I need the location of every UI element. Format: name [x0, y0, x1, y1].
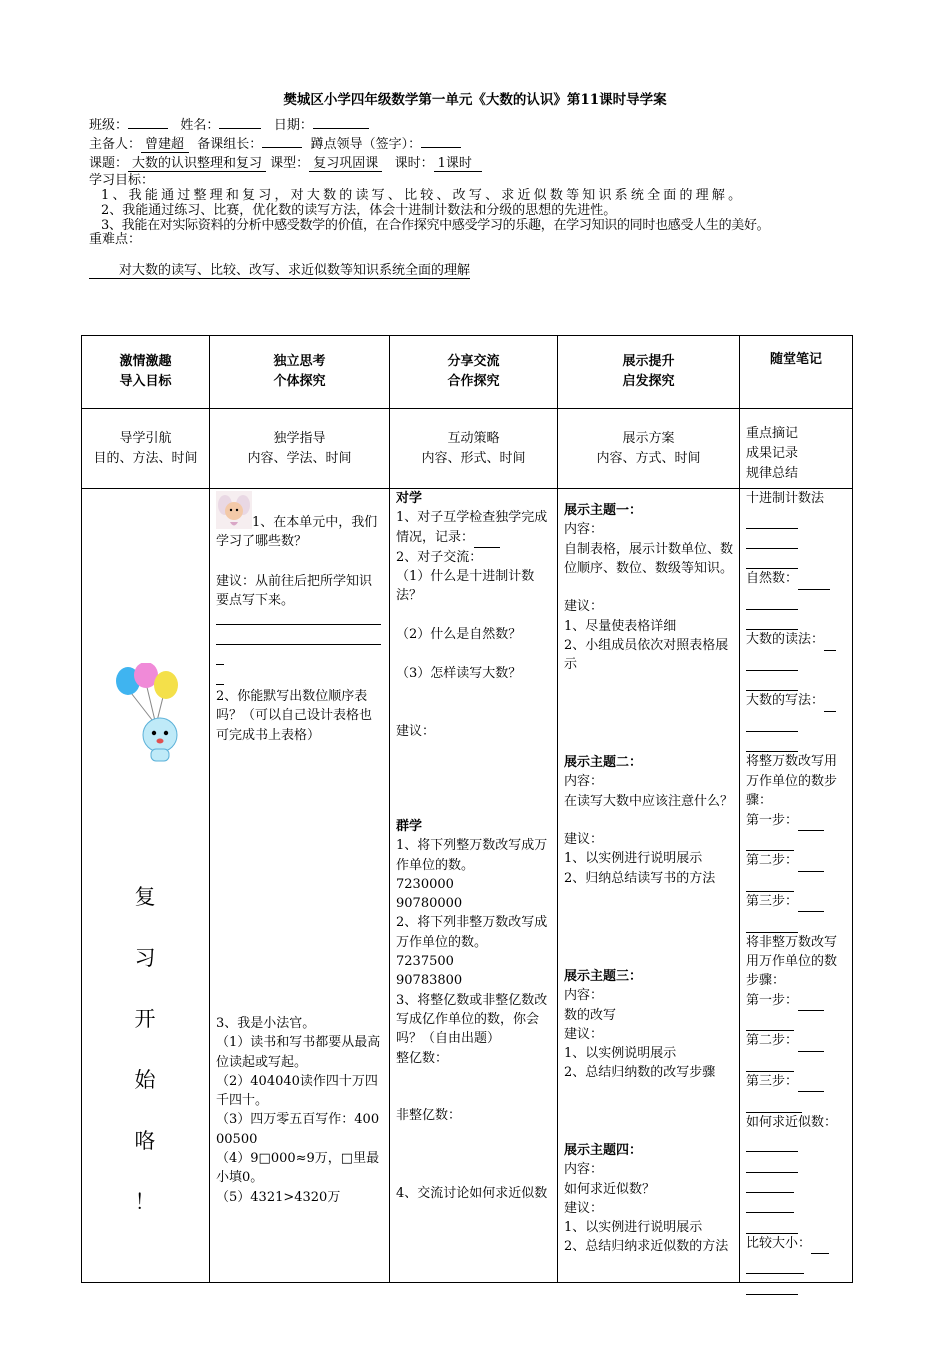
topic-line: 课题： 大数的认识整理和复习 课型： 复习巩固课 课时： 1课时 — [89, 155, 482, 173]
hours-value: 1课时 — [434, 156, 482, 172]
header-col-1: 激情激趣 导入目标 — [82, 336, 210, 409]
study-table — [81, 335, 853, 1283]
subheader-col-1: 导学引航 目的、方法、时间 — [82, 409, 210, 489]
notes-content[interactable]: 十进制计数法 自然数： 大数的读法： 大数的写法： 将整万数改写用万作单位的数步骤： 第一步： 第二步： 第三步： 将非整万数改写用万作单位的数步骤： 第一步： 第二步： 第三步： 如何求近似数： 比较大小： — [740, 489, 852, 1301]
subheader-col-5: 重点摘记 成果记录 规律总结 — [740, 409, 853, 489]
type-value: 复习巩固课 — [309, 156, 382, 172]
theme-2: 展示主题二： 内容： 在读写大数中应该注意什么？ 建议： 1、以实例进行说明展示 2、归纳总结读写书的方法 — [564, 755, 734, 886]
key-content: 对大数的读写、比较、改写、求近似数等知识系统全面的理解 — [89, 262, 470, 280]
header-row — [82, 336, 853, 409]
goal-1: 1、我能通过整理和复习，对大数的读写、比较、改写、求近似数等知识系统全面的理解。 — [101, 188, 745, 203]
content-row — [82, 489, 853, 1283]
theme-4: 展示主题四： 内容： 如何求近似数？ 建议： 1、以实例进行说明展示 2、总结归纳求近似数的方法 — [564, 1143, 729, 1255]
col3-group-content: 群学 1、将下列整万数改写成万作单位的数。 7230000 90780000 2、将下列非整万数改写成万作单位的数。 7237500 90783800 3、将整亿数或非整亿数改写成亿作单位的数，你会吗？（自由出题） 整亿数： 非整亿数： 4、交流讨论如何求近似数 — [396, 819, 548, 1201]
q1-text: 1、在本单元中，我们学习了哪些数？ — [216, 515, 378, 550]
theme-3: 展示主题三： 内容： 数的改写 建议： 1、以实例说明展示 2、总结归纳数的改写步骤 — [564, 969, 716, 1081]
subheader-col-3: 互动策略 内容、形式、时间 — [390, 409, 558, 489]
record-blank[interactable] — [474, 528, 500, 548]
student-info-line: 班级： 姓名： 日期： — [89, 117, 369, 135]
content-col-5 — [740, 489, 853, 1283]
goal-3: 3、我能在对实际资料的分析中感受数学的价值，在合作探究中感受学习的乐趣，在学习知识的同时也感受人生的美好。 — [101, 218, 770, 233]
goals-label: 学习目标： — [89, 173, 155, 188]
subheader-row — [82, 409, 853, 489]
content-col-1 — [82, 489, 210, 1283]
content-col-4 — [558, 489, 740, 1283]
q3-text: 3、我是小法官。 （1）读书和写书都要从最高位读起或写起。 （2）404040读作四十万四千四十。 （3）四万零五百写作：40000500 （4）9□000≈9万，□里最小填0。 （5）4321>4320万 — [216, 1016, 381, 1205]
content-col-2 — [210, 489, 390, 1283]
balloon-bear-icon — [116, 663, 186, 763]
page-title: 樊城区小学四年级数学第一单元《大数的认识》第11课时导学案 — [283, 92, 667, 108]
subheader-col-4: 展示方案 内容、方式、时间 — [558, 409, 740, 489]
content-col-3 — [390, 489, 558, 1283]
theme-1: 展示主题一： 内容： 自制表格，展示计数单位、数位顺序、数位、数级等知识。 建议： 1、尽量使表格详细 2、小组成员依次对照表格展示 — [564, 503, 734, 673]
goal-2: 2、我能通过练习、比赛，优化数的读写方法，体会十进制计数法和分级的思想的先进性。 — [101, 203, 617, 218]
header-col-3: 分享交流 合作探究 — [390, 336, 558, 409]
header-col-4: 展示提升 启发探究 — [558, 336, 740, 409]
header-col-5: 随堂笔记 — [740, 336, 853, 409]
topic-value: 大数的认识整理和复习 — [128, 156, 266, 172]
col3-content: 对学 1、对子互学检查独学完成情况，记录： 2、对子交流： （1）什么是十进制计数法？ （2）什么是自然数？ （3）怎样读写大数？ 建议： — [396, 491, 548, 739]
key-label: 重难点： — [89, 232, 142, 247]
header-col-2: 独立思考 个体探究 — [210, 336, 390, 409]
subheader-col-2: 独学指导 内容、学法、时间 — [210, 409, 390, 489]
q1-answer-lines[interactable] — [216, 605, 381, 685]
q2-text: 2、你能默写出数位顺序表吗？（可以自己设计表格也可完成书上表格） — [216, 689, 373, 743]
preparer-line: 主备人： 曾建超 备课组长： 蹲点领导（签字）： — [89, 136, 461, 154]
vertical-text: 复 习 开 始 咯 ！ — [134, 885, 156, 1214]
q1-tip: 建议：从前往后把所学知识要点写下来。 — [216, 574, 373, 609]
preparer-name: 曾建超 — [141, 137, 189, 153]
